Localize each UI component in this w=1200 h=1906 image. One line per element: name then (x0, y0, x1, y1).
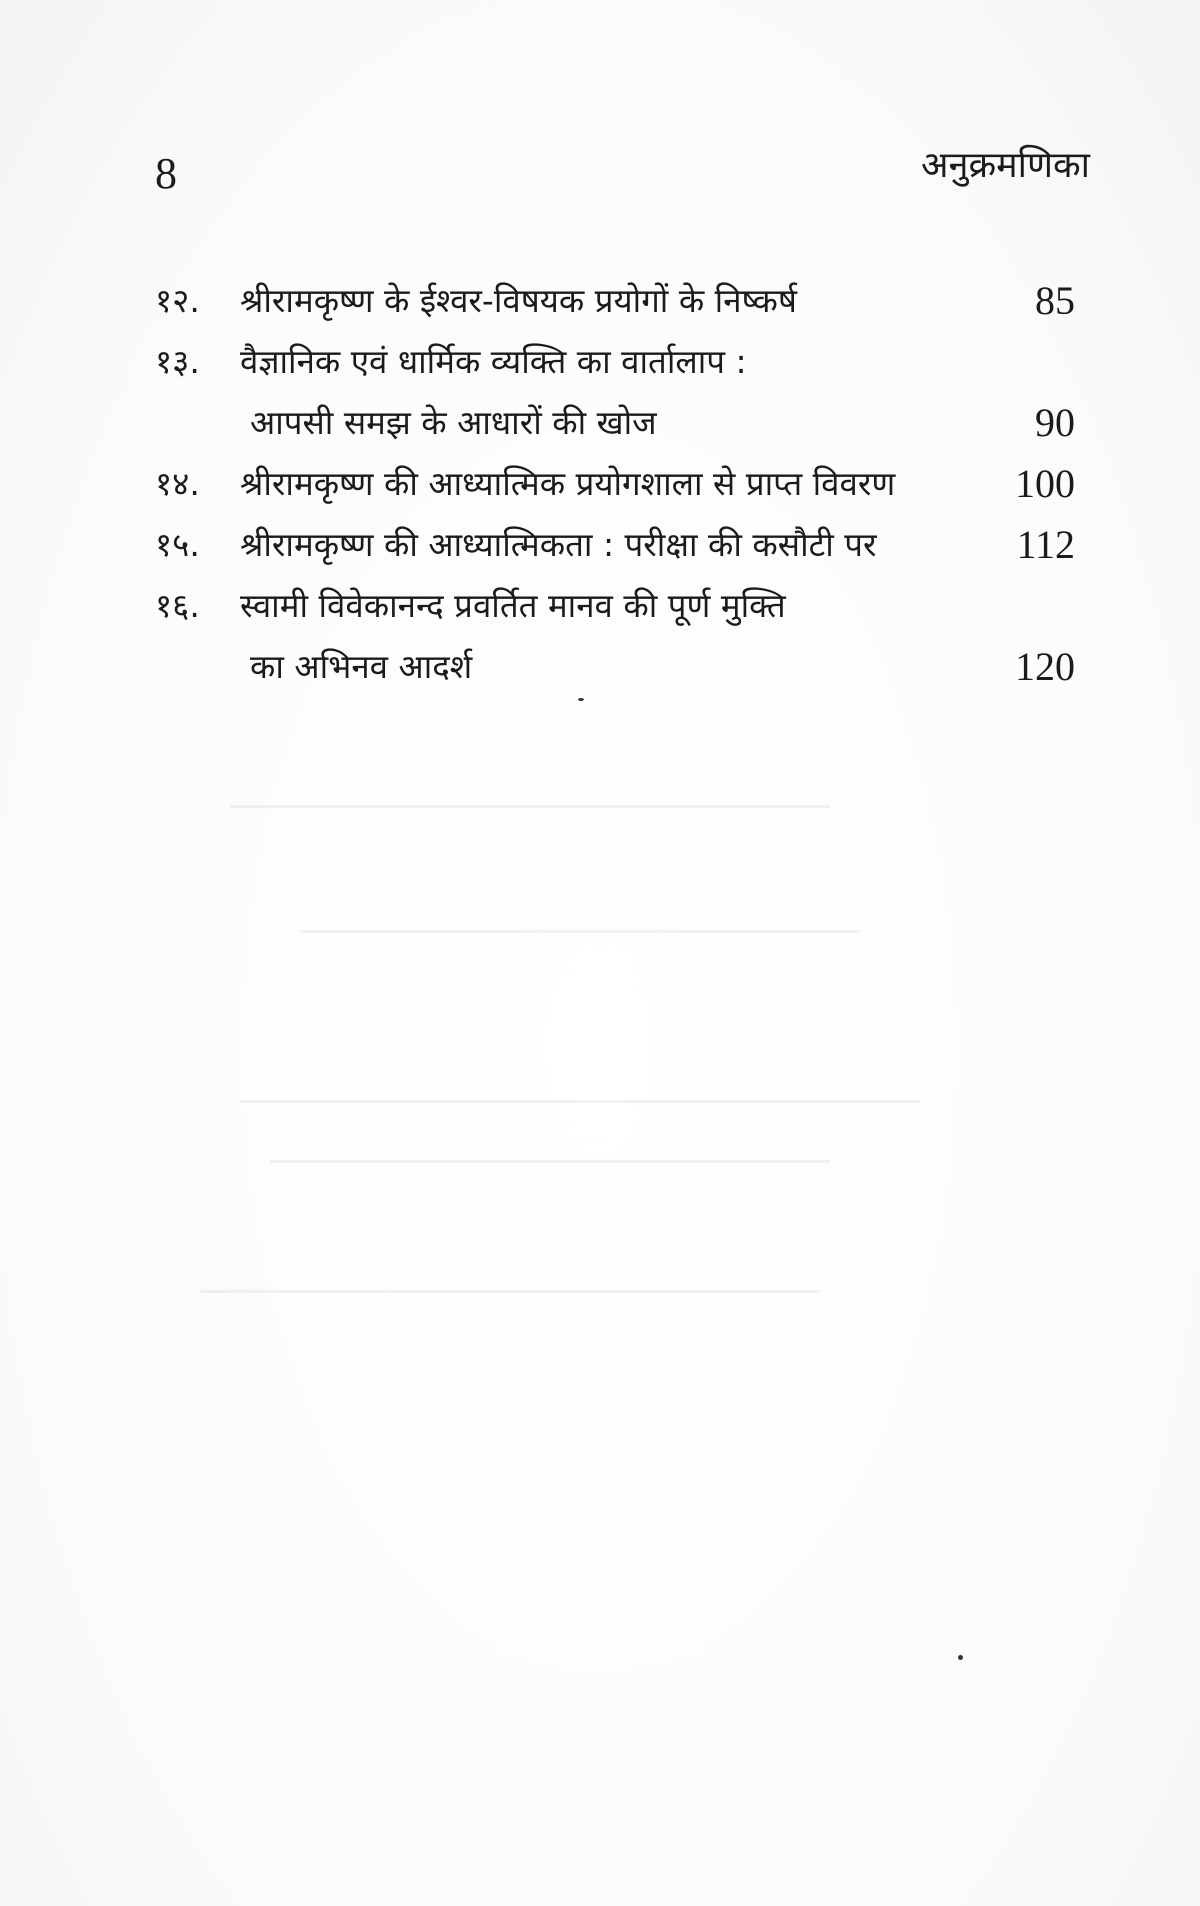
toc-entry-title: वैज्ञानिक एवं धार्मिक व्यक्ति का वार्तालाप : (240, 342, 747, 381)
toc-entry-number: १५. (155, 525, 200, 564)
toc-entry (155, 331, 1075, 453)
toc-entry-page: 100 (1015, 461, 1075, 506)
toc-entry (155, 514, 1075, 575)
toc-entry (155, 575, 1075, 697)
toc-entry-page: 120 (1015, 644, 1075, 689)
toc-entry-number: १२. (155, 281, 200, 320)
toc-entry-title: श्रीरामकृष्ण की आध्यात्मिकता : परीक्षा की कसौटी पर (240, 525, 877, 564)
page-number: 8 (155, 149, 177, 198)
toc-entry-page: 112 (1016, 522, 1075, 567)
toc-entry (155, 453, 1075, 514)
show-through-mark (230, 805, 830, 808)
show-through-mark (300, 930, 860, 933)
table-of-contents (155, 270, 1075, 697)
toc-entry-title-continued: का अभिनव आदर्श (250, 647, 473, 686)
toc-entry-title-continued: आपसी समझ के आधारों की खोज (250, 403, 657, 442)
toc-entry-title: श्रीरामकृष्ण की आध्यात्मिक प्रयोगशाला से प्राप्त विवरण (240, 464, 896, 503)
show-through-mark (240, 1100, 920, 1103)
toc-entry-page: 85 (1035, 278, 1075, 323)
ink-speck (578, 698, 584, 701)
toc-entry-number: १६. (155, 586, 200, 625)
toc-entry-title: स्वामी विवेकानन्द प्रवर्तित मानव की पूर्ण मुक्ति (240, 586, 786, 625)
show-through-mark (270, 1160, 830, 1163)
ink-speck (958, 1655, 963, 1660)
toc-entry-page: 90 (1035, 400, 1075, 445)
show-through-mark (200, 1290, 820, 1293)
toc-entry-number: १३. (155, 342, 200, 381)
toc-entry-number: १४. (155, 464, 200, 503)
toc-entry-title: श्रीरामकृष्ण के ईश्वर-विषयक प्रयोगों के निष्कर्ष (240, 281, 797, 320)
toc-entry (155, 270, 1075, 331)
running-head: अनुक्रमणिका (921, 145, 1090, 186)
